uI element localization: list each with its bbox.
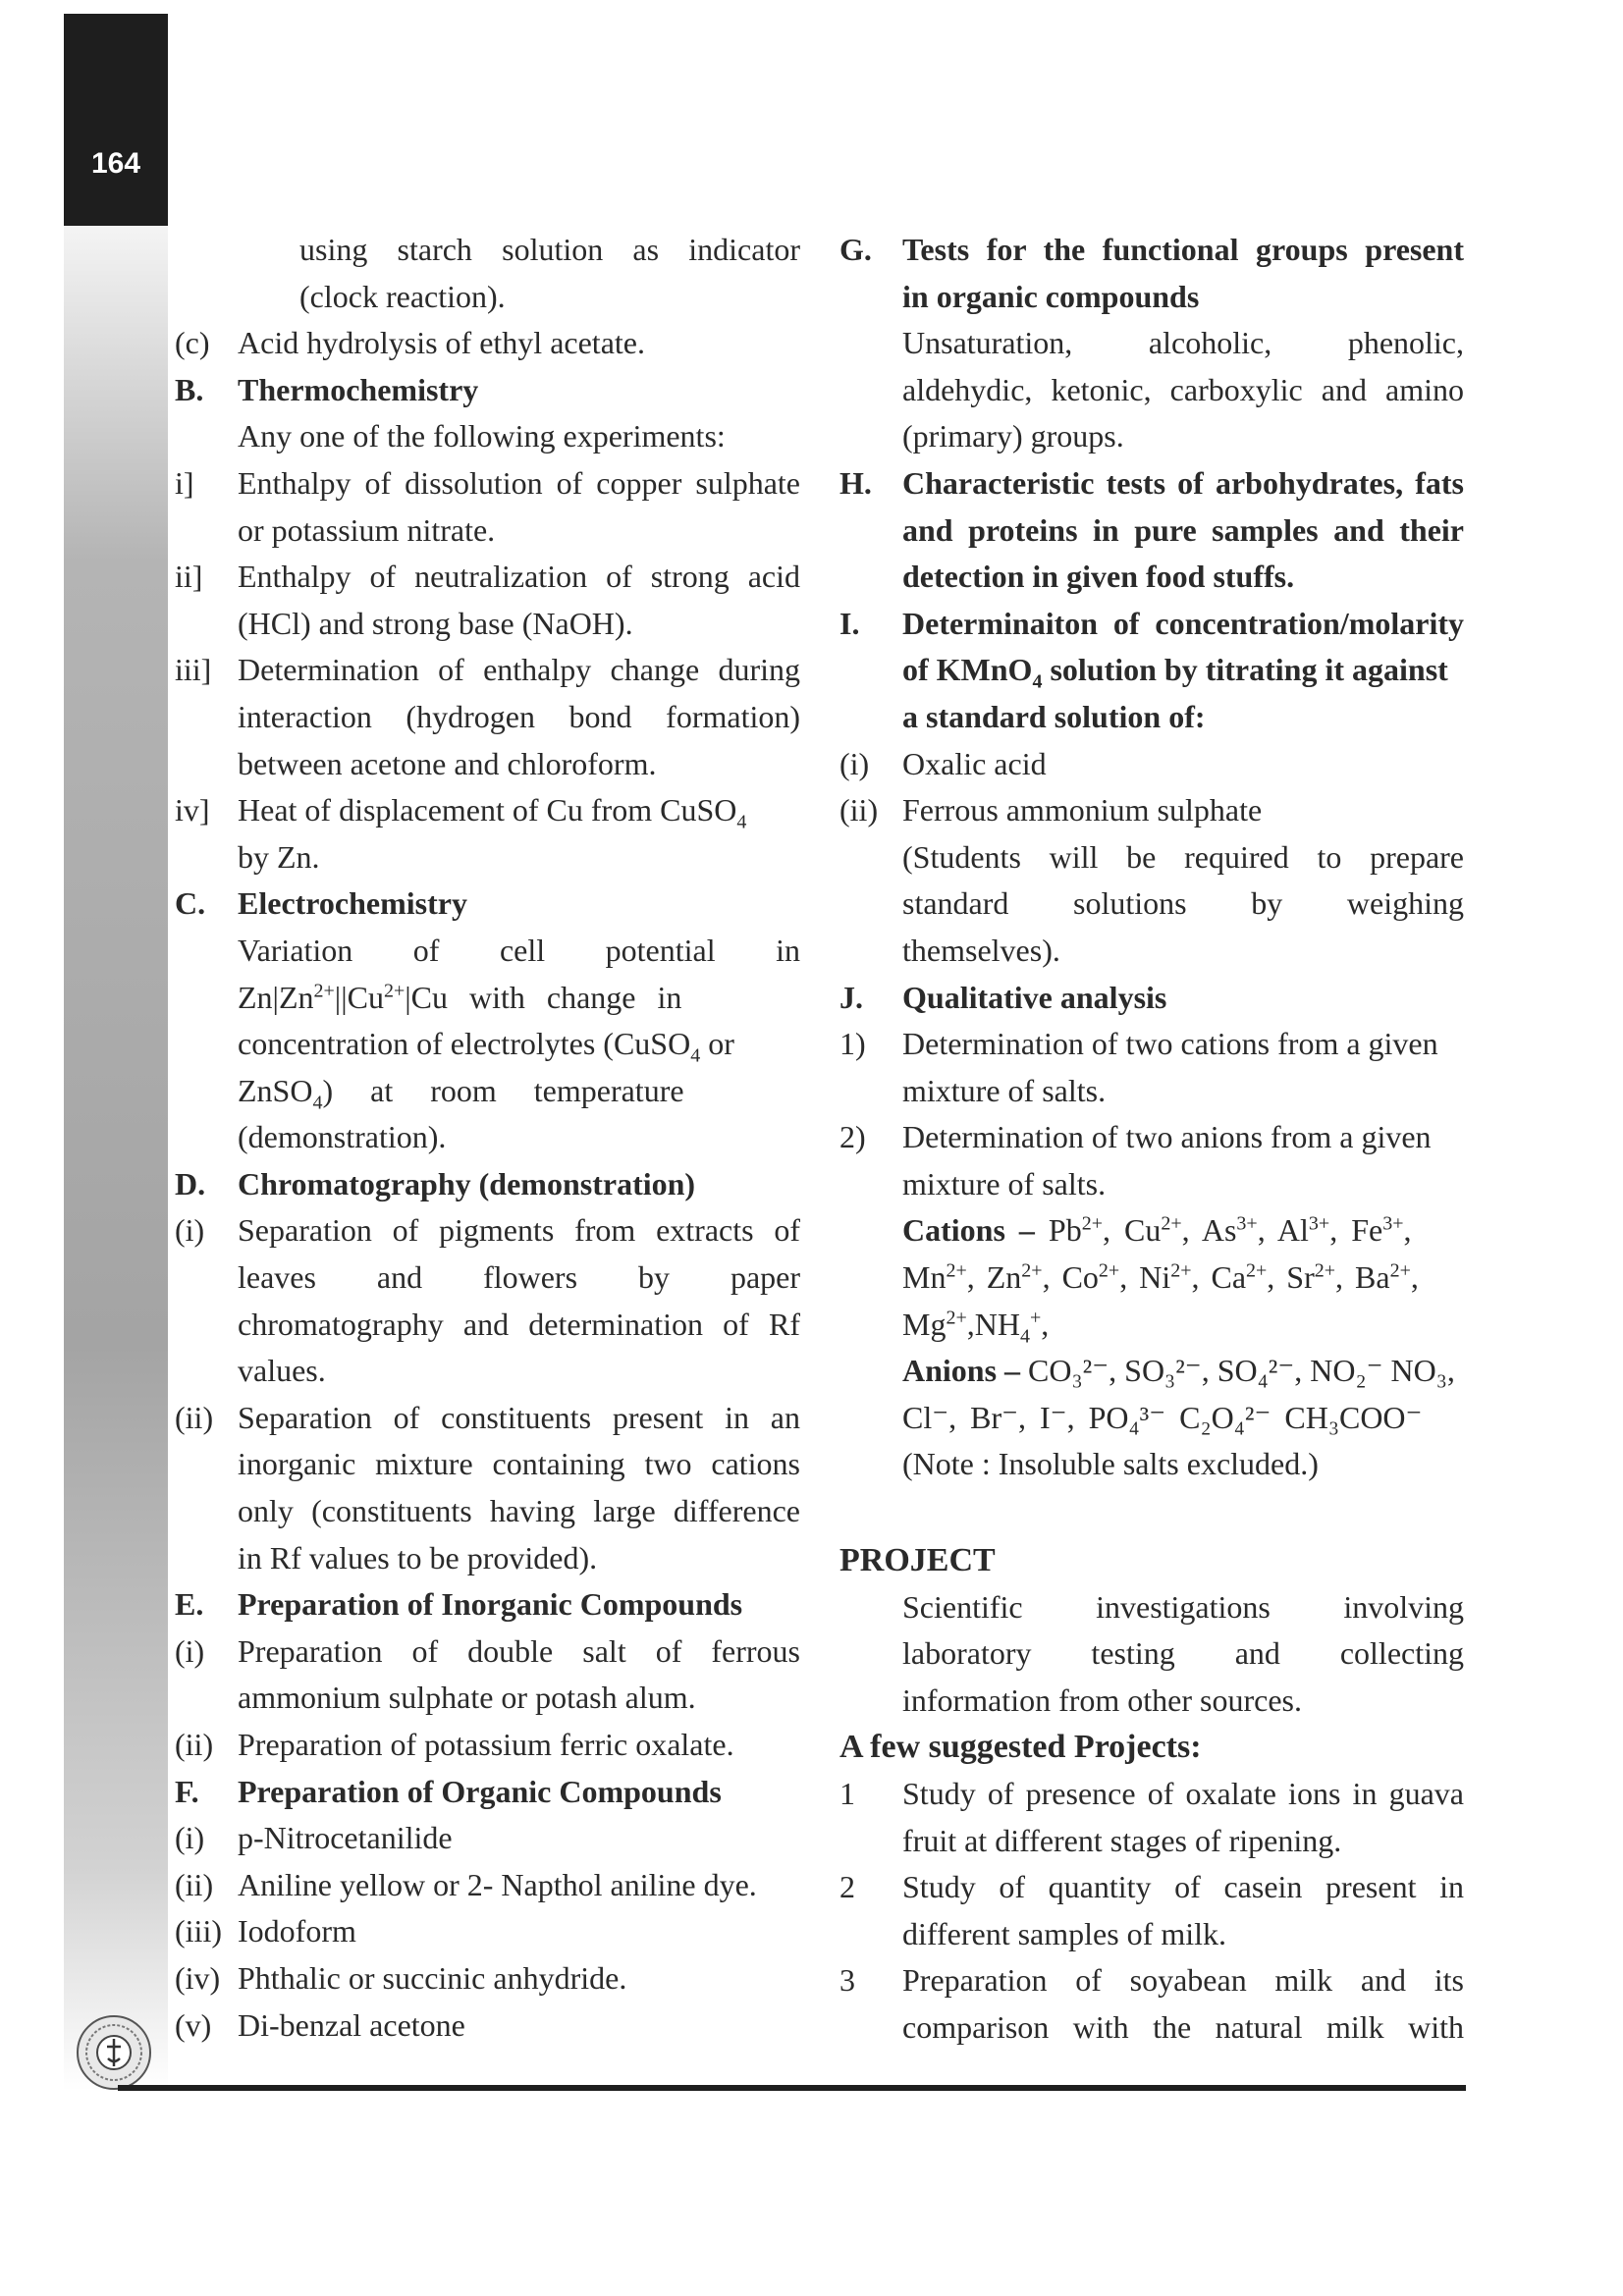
text-line: different samples of milk. bbox=[902, 1915, 1226, 1951]
text-line: by Zn. bbox=[238, 838, 320, 875]
text-line: leaves and flowers by paper bbox=[238, 1259, 800, 1296]
project-heading: PROJECT bbox=[839, 1542, 996, 1579]
section-heading: a standard solution of: bbox=[902, 698, 1206, 734]
text-line: Unsaturation, alcoholic, phenolic, bbox=[902, 325, 1464, 361]
text-line: (primary) groups. bbox=[902, 418, 1124, 454]
text-line: aldehydic, ketonic, carboxylic and amino bbox=[902, 371, 1464, 407]
cation: , $Fe^{3+}$ bbox=[1329, 1212, 1404, 1249]
text-line: ammonium sulphate or potash alum. bbox=[238, 1680, 696, 1716]
list-item: 2) Determination of two anions from a given bbox=[839, 1119, 1432, 1155]
text-line: laboratory testing and collecting bbox=[902, 1635, 1464, 1672]
cation: $Mn^{2+}$ bbox=[902, 1259, 967, 1296]
section-heading: I. Determinaiton of concentration/molarity bbox=[839, 605, 1464, 641]
section-heading: G. Tests for the functional groups present bbox=[839, 232, 1464, 267]
list-item: iii] Determination of enthalpy change during bbox=[175, 652, 800, 688]
text-line: only (constituents having large difference bbox=[238, 1493, 800, 1529]
text-line: (Students will be required to prepare bbox=[902, 838, 1464, 875]
side-strip bbox=[64, 226, 168, 2091]
text-line: fruit at different stages of ripening. bbox=[902, 1822, 1342, 1858]
list-item: (ii) Separation of constituents present in an bbox=[175, 1399, 800, 1435]
list-item: i] Enthalpy of dissolution of copper sulphate bbox=[175, 464, 800, 501]
cation: , $Co^{2+}$ bbox=[1042, 1259, 1120, 1296]
text-line: (demonstration). bbox=[238, 1119, 447, 1155]
list-item: (ii) Ferrous ammonium sulphate bbox=[839, 792, 1263, 828]
cations-line: $Mn^{2+}$, $Zn^{2+}$, $Co^{2+}$, $Ni^{2+}$, $Ca^{2+}$, $Sr^{2+}$, $Ba^{2+}$, bbox=[902, 1259, 1419, 1296]
text-line: interaction (hydrogen bond formation) bbox=[238, 698, 800, 734]
list-item: 1) Determination of two cations from a given bbox=[839, 1026, 1438, 1062]
bottom-rule bbox=[118, 2085, 1466, 2091]
cation: , $Sr^{2+}$ bbox=[1267, 1259, 1336, 1296]
text-line: inorganic mixture containing two cations bbox=[238, 1446, 800, 1482]
list-item: 2 Study of quantity of casein present in bbox=[839, 1869, 1464, 1905]
text-line: concentration of electrolytes (CuSO$_4$ or bbox=[238, 1026, 734, 1067]
cations-line: Cations – $Pb^{2+}$, $Cu^{2+}$, $As^{3+}$, $Al^{3+}$, $Fe^{3+}$, bbox=[902, 1212, 1412, 1249]
text-line: (HCl) and strong base (NaOH). bbox=[238, 605, 633, 641]
cation: , $As^{3+}$ bbox=[1181, 1212, 1258, 1249]
note: (Note : Insoluble salts excluded.) bbox=[902, 1446, 1319, 1482]
section-heading: in organic compounds bbox=[902, 278, 1200, 314]
list-item: 3 Preparation of soyabean milk and its bbox=[839, 1962, 1464, 1999]
text-line: ZnSO$_4$) at room temperature bbox=[238, 1072, 684, 1114]
text-line: $Zn|Zn^{2+}||Cu^{2+}|Cu$ with change in bbox=[238, 979, 682, 1015]
section-heading: B. Thermochemistry bbox=[175, 371, 479, 407]
text-line: between acetone and chloroform. bbox=[238, 745, 657, 781]
anions-line: Anions – CO₃²⁻, SO₃²⁻, SO₄²⁻, NO₂⁻ NO₃, bbox=[902, 1353, 1455, 1389]
cation: , $Al^{3+}$ bbox=[1257, 1212, 1330, 1249]
text-line: themselves). bbox=[902, 932, 1060, 968]
section-heading: C. Electrochemistry bbox=[175, 885, 467, 922]
text-line: using starch solution as indicator bbox=[299, 232, 800, 267]
list-item: (iii) Iodoform bbox=[175, 1913, 356, 1949]
text-line: mixture of salts. bbox=[902, 1072, 1107, 1108]
cation: , $Ni^{2+}$ bbox=[1119, 1259, 1192, 1296]
text-line: (clock reaction). bbox=[299, 278, 506, 314]
page-tab bbox=[64, 14, 168, 226]
list-item: ii] Enthalpy of neutralization of strong acid bbox=[175, 559, 800, 595]
text-line: Scientific investigations involving bbox=[902, 1588, 1464, 1625]
anions-line: Cl⁻, Br⁻, I⁻, PO₄³⁻ C₂O₄²⁻ CH₃COO⁻ bbox=[902, 1399, 1423, 1435]
section-heading: H. Characteristic tests of arbohydrates, fats bbox=[839, 464, 1464, 501]
section-heading: and proteins in pure samples and their bbox=[902, 511, 1464, 548]
right-column bbox=[839, 227, 1464, 2052]
text-line: standard solutions by weighing bbox=[902, 885, 1464, 922]
section-heading: F. Preparation of Organic Compounds bbox=[175, 1773, 722, 1809]
list-item: 1 Study of presence of oxalate ions in guava bbox=[839, 1776, 1464, 1811]
section-heading: E. Preparation of Inorganic Compounds bbox=[175, 1586, 743, 1623]
left-column bbox=[175, 227, 800, 2049]
text-line: in Rf values to be provided). bbox=[238, 1539, 598, 1575]
list-item: (iv) Phthalic or succinic anhydride. bbox=[175, 1959, 627, 1996]
emblem-icon bbox=[75, 2013, 153, 2092]
list-item: (ii) Aniline yellow or 2- Napthol aniline dye. bbox=[175, 1866, 757, 1902]
text-line: or potassium nitrate. bbox=[238, 511, 496, 548]
list-item: (i) p-Nitrocetanilide bbox=[175, 1820, 453, 1856]
text-line: mixture of salts. bbox=[902, 1165, 1107, 1201]
list-item: (v) Di-benzal acetone bbox=[175, 2006, 465, 2043]
section-heading: of KMnO$_4$ solution by titrating it against bbox=[902, 652, 1448, 693]
section-heading: J. Qualitative analysis bbox=[839, 979, 1167, 1015]
cations-line: $Mg^{2+},NH_4^+$, bbox=[902, 1306, 1050, 1348]
list-item: (i) Preparation of double salt of ferrous bbox=[175, 1632, 800, 1669]
text-line: Any one of the following experiments: bbox=[238, 418, 726, 454]
cation: , $Ca^{2+}$ bbox=[1191, 1259, 1268, 1296]
text-line: Variation of cell potential in bbox=[238, 932, 800, 968]
cation: $Pb^{2+}$ bbox=[1034, 1212, 1103, 1249]
text-line: chromatography and determination of Rf bbox=[238, 1306, 800, 1342]
page-number: 164 bbox=[90, 147, 141, 180]
section-heading: detection in given food stuffs. bbox=[902, 559, 1295, 595]
text-line: comparison with the natural milk with bbox=[902, 2008, 1464, 2045]
list-item: (ii) Preparation of potassium ferric oxalate. bbox=[175, 1727, 734, 1762]
text-line: information from other sources. bbox=[902, 1682, 1302, 1718]
list-item: iv] Heat of displacement of Cu from CuSO$_4$ bbox=[175, 792, 747, 833]
suggested-heading: A few suggested Projects: bbox=[839, 1729, 1202, 1766]
cation: , $Ba^{2+}$ bbox=[1335, 1259, 1411, 1296]
text-line: values. bbox=[238, 1353, 326, 1389]
list-item: (i) Oxalic acid bbox=[839, 745, 1047, 781]
cation: , $Cu^{2+}$ bbox=[1102, 1212, 1182, 1249]
cation: , $Zn^{2+}$ bbox=[966, 1259, 1043, 1296]
section-heading: D. Chromatography (demonstration) bbox=[175, 1165, 696, 1201]
list-item: (i) Separation of pigments from extracts of bbox=[175, 1212, 800, 1249]
list-item: (c) Acid hydrolysis of ethyl acetate. bbox=[175, 325, 645, 361]
